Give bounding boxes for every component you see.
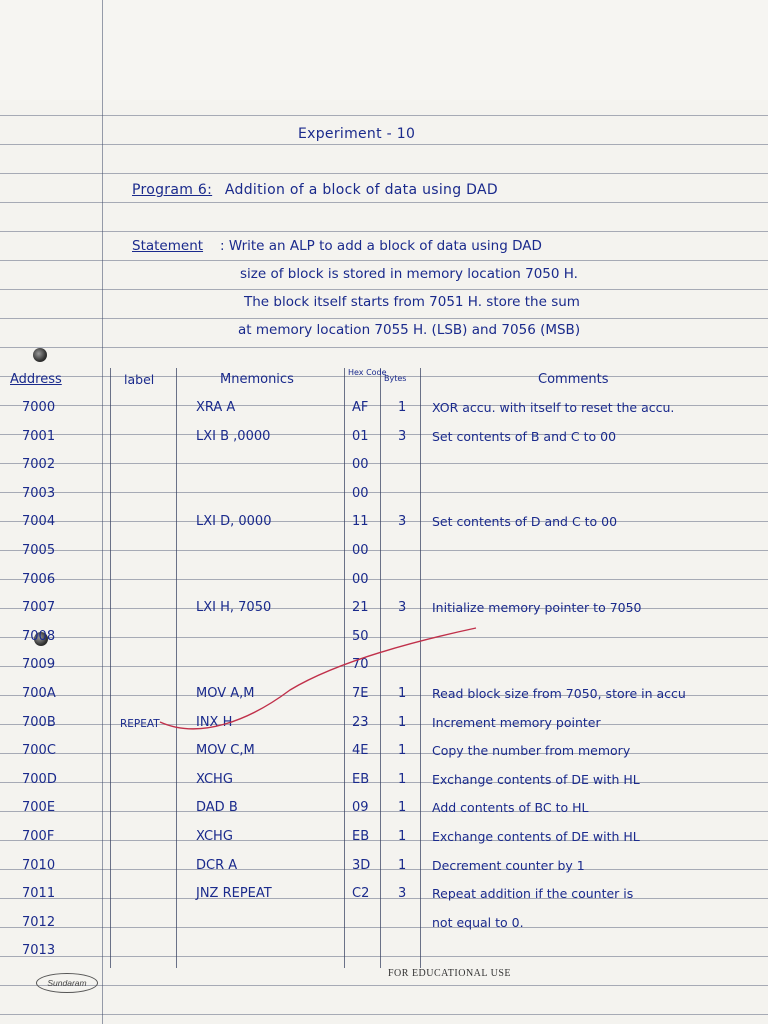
mnemonic-cell: MOV A,M — [196, 686, 255, 701]
hex-code-cell: C2 — [352, 886, 370, 902]
brand-logo: Sundaram — [36, 973, 98, 993]
hex-code-cell: 01 — [352, 428, 369, 444]
comment-cell: Add contents of BC to HL — [432, 800, 589, 816]
address-cell: 7000 — [22, 400, 56, 415]
mnemonic-cell: DAD B — [196, 800, 238, 816]
bytes-cell: 3 — [398, 428, 407, 444]
bytes-cell: 1 — [398, 743, 407, 759]
hex-code-cell: 00 — [352, 485, 369, 501]
program-label: Program 6: — [132, 182, 213, 198]
comment-cell: Decrement counter by 1 — [432, 857, 585, 873]
hex-code-cell: 21 — [352, 600, 369, 616]
statement-line: size of block is stored in memory location 7050 H. — [240, 266, 578, 282]
statement-line: at memory location 7055 H. (LSB) and 7056 (MSB) — [238, 322, 581, 338]
hex-code-cell: EB — [352, 771, 370, 787]
program-text: Addition of a block of data using DAD — [224, 182, 498, 198]
address-cell: 700E — [22, 800, 56, 816]
address-cell: 7010 — [22, 857, 56, 873]
red-pen-mark — [160, 628, 476, 729]
address-cell: 7003 — [22, 485, 56, 501]
address-cell: 700A — [22, 686, 56, 701]
mnemonic-cell: INX H — [196, 714, 233, 730]
header-comments: Comments — [538, 372, 609, 387]
experiment-title: Experiment - 10 — [298, 126, 416, 142]
comment-cell: Exchange contents of DE with HL — [432, 829, 640, 844]
header-address: Address — [10, 372, 62, 387]
mnemonic-cell: XCHG — [196, 829, 233, 844]
comment-cell: Initialize memory pointer to 7050 — [432, 600, 642, 616]
comment-cell: Copy the number from memory — [432, 743, 631, 759]
bytes-cell: 1 — [398, 857, 407, 873]
header-label: label — [124, 372, 155, 387]
address-cell: 7013 — [22, 943, 56, 959]
hex-code-cell: 70 — [352, 657, 369, 673]
header-mnemonics: Mnemonics — [220, 372, 294, 387]
hex-code-cell: 3D — [352, 857, 371, 873]
address-cell: 7012 — [22, 914, 56, 930]
address-cell: 7009 — [22, 657, 56, 673]
comment-cell: Set contents of D and C to 00 — [432, 514, 618, 530]
comment-cell: Exchange contents of DE with HL — [432, 771, 640, 787]
address-cell: 7002 — [22, 457, 56, 473]
comment-cell: not equal to 0. — [432, 914, 524, 930]
bytes-cell: 3 — [398, 514, 407, 530]
hex-code-cell: 00 — [352, 571, 369, 587]
mnemonic-cell: DCR A — [196, 857, 238, 873]
address-cell: 700C — [22, 743, 56, 759]
address-cell: 7006 — [22, 571, 56, 587]
mnemonic-cell: LXI H, 7050 — [196, 600, 272, 616]
address-cell: 700D — [22, 771, 57, 787]
label-cell: REPEAT — [120, 717, 160, 730]
mnemonic-cell: JNZ REPEAT — [196, 886, 272, 902]
statement-line: : Write an ALP to add a block of data using DAD — [220, 238, 542, 254]
statement-line: The block itself starts from 7051 H. store the sum — [244, 294, 580, 310]
address-cell: 7011 — [22, 886, 56, 902]
comment-cell: Read block size from 7050, store in accu — [432, 686, 686, 701]
bytes-cell: 1 — [398, 829, 407, 844]
bytes-cell: 3 — [398, 600, 407, 616]
bytes-cell: 1 — [398, 400, 407, 415]
hex-code-cell: EB — [352, 829, 370, 844]
bytes-cell: 1 — [398, 771, 407, 787]
header-hex-code: Hex Code — [348, 368, 387, 377]
bytes-cell: 1 — [398, 714, 407, 730]
mnemonic-cell: XCHG — [196, 771, 233, 787]
statement-label: Statement — [132, 238, 204, 254]
address-cell: 7004 — [22, 514, 56, 530]
bytes-cell: 1 — [398, 686, 407, 701]
mnemonic-cell: MOV C,M — [196, 743, 255, 759]
address-cell: 700F — [22, 829, 55, 844]
bytes-cell: 3 — [398, 886, 407, 902]
address-cell: 700B — [22, 714, 56, 730]
hex-code-cell: 00 — [352, 543, 369, 558]
mnemonic-cell: LXI D, 0000 — [196, 514, 272, 530]
comment-cell: XOR accu. with itself to reset the accu. — [432, 400, 675, 415]
mnemonic-cell: XRA A — [196, 400, 236, 415]
address-cell: 7001 — [22, 428, 56, 444]
hex-code-cell: 11 — [352, 514, 369, 530]
hex-code-cell: AF — [352, 400, 369, 415]
comment-cell: Set contents of B and C to 00 — [432, 428, 617, 444]
hex-code-cell: 50 — [352, 628, 369, 644]
mnemonic-cell: LXI B ,0000 — [196, 428, 271, 444]
bytes-cell: 1 — [398, 800, 407, 816]
address-cell: 7005 — [22, 543, 56, 558]
address-cell: 7008 — [22, 628, 56, 644]
address-cell: 7007 — [22, 600, 56, 616]
hex-code-cell: 23 — [352, 714, 369, 730]
hex-code-cell: 7E — [352, 686, 369, 701]
hex-code-cell: 09 — [352, 800, 369, 816]
comment-cell: Increment memory pointer — [432, 714, 601, 730]
footer-text: FOR EDUCATIONAL USE — [388, 968, 512, 979]
comment-cell: Repeat addition if the counter is — [432, 886, 634, 902]
header-bytes: Bytes — [384, 374, 407, 383]
hex-code-cell: 00 — [352, 457, 369, 473]
hex-code-cell: 4E — [352, 743, 369, 759]
